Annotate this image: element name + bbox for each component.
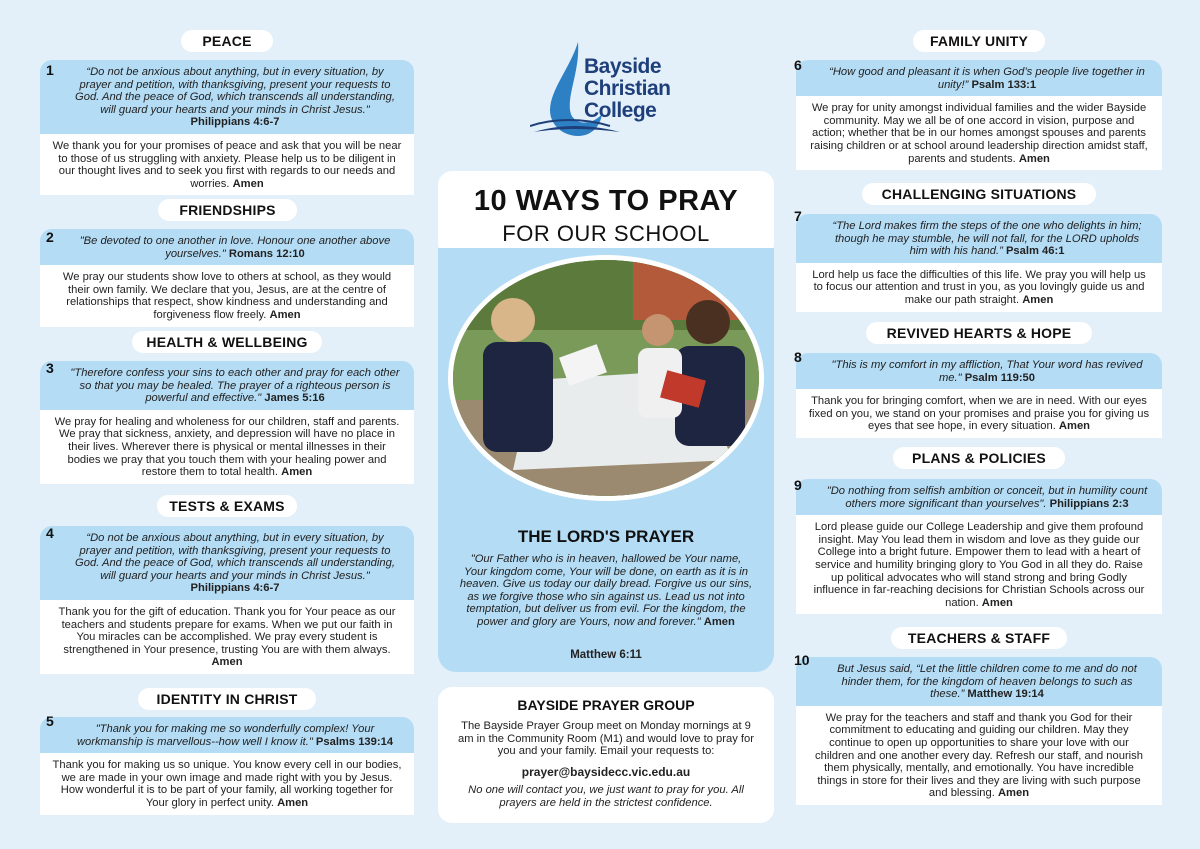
section-title-peace: PEACE: [181, 30, 273, 52]
section-card-family-unity: [796, 60, 1162, 170]
main-title-box: [438, 171, 774, 257]
section-card-friendships: [40, 229, 414, 327]
section-card-challenging-situations: [796, 214, 1162, 312]
section-body: We pray for unity amongst individual families and the wider Bayside community. May we all be of one accord in vision, purpose and action; whether that be in our homes amongst spouses and parents raising children or at school around leadership direction amidst staff, parents and students. Amen: [796, 96, 1162, 170]
prayer-group-email-link[interactable]: prayer@baysidecc.vic.edu.au: [521, 765, 691, 779]
page-title: 10 WAYS TO PRAY: [473, 185, 739, 217]
prayer-group-note: No one will contact you, we just want to pray for you. All prayers are held in the strictest confidence.: [468, 784, 744, 809]
section-number: 1: [46, 62, 54, 78]
section-quote: “How good and pleasant it is when God’s people live together in unity!” Psalm 133:1: [796, 60, 1162, 96]
section-title-revived-hearts-hope: REVIVED HEARTS & HOPE: [866, 322, 1092, 344]
section-quote: "Thank you for making me so wonderfully complex! Your workmanship is marvellous--how well I know it." Psalms 139:14: [40, 717, 414, 753]
section-number: 2: [46, 229, 54, 245]
section-card-health-wellbeing: [40, 361, 414, 484]
section-body: We pray our students show love to others at school, as they would their own family. We declare that you, Jesus, are at the centre of relationships that respect, show kindness and understanding and forgiveness flow freely. Amen: [40, 265, 414, 326]
section-card-tests-exams: [40, 526, 414, 674]
section-body: We pray for healing and wholeness for our children, staff and parents. We pray that sickness, anxiety, and depression will have no place in their lives. Wherever there is physical or mental illnesses in their bodies we pray that you touch them with your healing power and restore them to total health. Amen: [40, 410, 414, 484]
section-body: Lord please guide our College Leadership and give them profound insight. May You lead them in wisdom and love as they guide our College into a bright future. Empower them to lead with a heart of service and humility bringing glory to You God in all they do. Raise up political advocates who will stand strong and bring Godly influence in far-reaching decisions for Christian Schools across our nation. Amen: [796, 515, 1162, 614]
section-body: We pray for the teachers and staff and thank you God for their commitment to educating and guiding our children. May they continue to open up opportunities to share your love with our children and one another every day. Refresh our staff, and nourish them physically, mentally, and emotionally. You have incredible things in store for their lives and they are living with such purpose and blessing. Amen: [796, 706, 1162, 805]
section-title-teachers-staff: TEACHERS & STAFF: [891, 627, 1067, 649]
section-card-revived-hearts-hope: [796, 353, 1162, 438]
section-number: 8: [794, 349, 802, 365]
prayer-group-text: The Bayside Prayer Group meet on Monday mornings at 9 am in the Community Room (M1) and would love to pray for you and your family. Email your requests to:: [458, 720, 754, 758]
section-body: We thank you for your promises of peace and ask that you will be near to those of us struggling with anxiety. Please help us to be diligent in our thought lives and to seek you first with regards to our needs and worries. Amen: [40, 134, 414, 195]
section-number: 9: [794, 477, 802, 493]
section-title-identity-in-christ: IDENTITY IN CHRIST: [138, 688, 316, 710]
section-title-health-wellbeing: HEALTH & WELLBEING: [132, 331, 322, 353]
section-card-peace: [40, 60, 414, 195]
section-quote: "Be devoted to one another in love. Honour one another above yourselves." Romans 12:10: [40, 229, 414, 265]
section-number: 10: [794, 652, 810, 668]
section-quote: But Jesus said, “Let the little children come to me and do not hinder them, for the kingdom of heaven belongs to such as these.” Matthew 19:14: [796, 657, 1162, 706]
section-title-challenging-situations: CHALLENGING SITUATIONS: [862, 183, 1096, 205]
section-number: 7: [794, 208, 802, 224]
section-quote: "This is my comfort in my affliction, That Your word has revived me." Psalm 119:50: [796, 353, 1162, 389]
section-number: 4: [46, 525, 54, 541]
section-body: Thank you for the gift of education. Thank you for Your peace as our teachers and students prepare for exams. When we put our faith in You miracles can be accomplished. We pray every student is strengthened in Your presence, trusting You are with them always. Amen: [40, 600, 414, 674]
section-body: Thank you for bringing comfort, when we are in need. With our eyes fixed on you, we stand on your promises and praise you for giving us eyes that see hope, in every situation. Amen: [796, 389, 1162, 438]
section-card-identity-in-christ: [40, 717, 414, 815]
section-quote: "Do nothing from selfish ambition or conceit, but in humility count others more significant than yourselves". Philippians 2:3: [796, 479, 1162, 515]
section-card-plans-policies: [796, 479, 1162, 614]
section-card-teachers-staff: [796, 657, 1162, 805]
lords-prayer-text: "Our Father who is in heaven, hallowed be Your name, Your kingdom come, Your will be done, on earth as it is in heaven. Give us today our daily bread. Forgive us our sins, as we forgive those who sin against us. Lead us not into temptation, but deliver us from evil. For the kingdom, the power and glory are Yours, now and forever." Amen: [459, 553, 753, 628]
prayer-group-box: [438, 687, 774, 823]
section-title-family-unity: FAMILY UNITY: [913, 30, 1045, 52]
section-body: Thank you for making us so unique. You know every cell in our bodies, we are made in your own image and made right with you by Jesus. How wonderful it is to be part of your family, all working together for Your glory in perfect unity. Amen: [40, 753, 414, 814]
section-number: 5: [46, 713, 54, 729]
section-title-friendships: FRIENDSHIPS: [158, 199, 297, 221]
college-logo-text: Bayside Christian College: [584, 55, 671, 122]
section-quote: “The Lord makes firm the steps of the one who delights in him; though he may stumble, he will not fall, for the LORD upholds him with his hand.” Psalm 46:1: [796, 214, 1162, 263]
section-quote: "Therefore confess your sins to each other and pray for each other so that you may be healed. The prayer of a righteous person is powerful and effective." James 5:16: [40, 361, 414, 410]
section-title-plans-policies: PLANS & POLICIES: [893, 447, 1065, 469]
lords-prayer-reference: Matthew 6:11: [570, 649, 642, 661]
section-number: 3: [46, 360, 54, 376]
section-quote: “Do not be anxious about anything, but in every situation, by prayer and petition, with thanksgiving, present your requests to God. And the peace of God, which transcends all understanding, will guard your hearts and your minds in Christ Jesus." Philippians 4:6-7: [40, 60, 414, 134]
prayer-group-title: BAYSIDE PRAYER GROUP: [517, 697, 695, 713]
students-photo: [448, 255, 764, 501]
students-photo-illustration-icon: [453, 260, 764, 501]
section-title-tests-exams: TESTS & EXAMS: [157, 495, 297, 517]
lords-prayer-title: THE LORD'S PRAYER: [517, 527, 695, 546]
page-subtitle: FOR OUR SCHOOL: [502, 221, 710, 246]
section-number: 6: [794, 57, 802, 73]
section-quote: “Do not be anxious about anything, but in every situation, by prayer and petition, with thanksgiving, present your requests to God. And the peace of God, which transcends all understanding, will guard your hearts and your minds in Christ Jesus." Philippians 4:6-7: [40, 526, 414, 600]
section-body: Lord help us face the difficulties of this life. We pray you will help us to focus our attention and trust in you, as you lovingly guide us and make our path straight. Amen: [796, 263, 1162, 312]
